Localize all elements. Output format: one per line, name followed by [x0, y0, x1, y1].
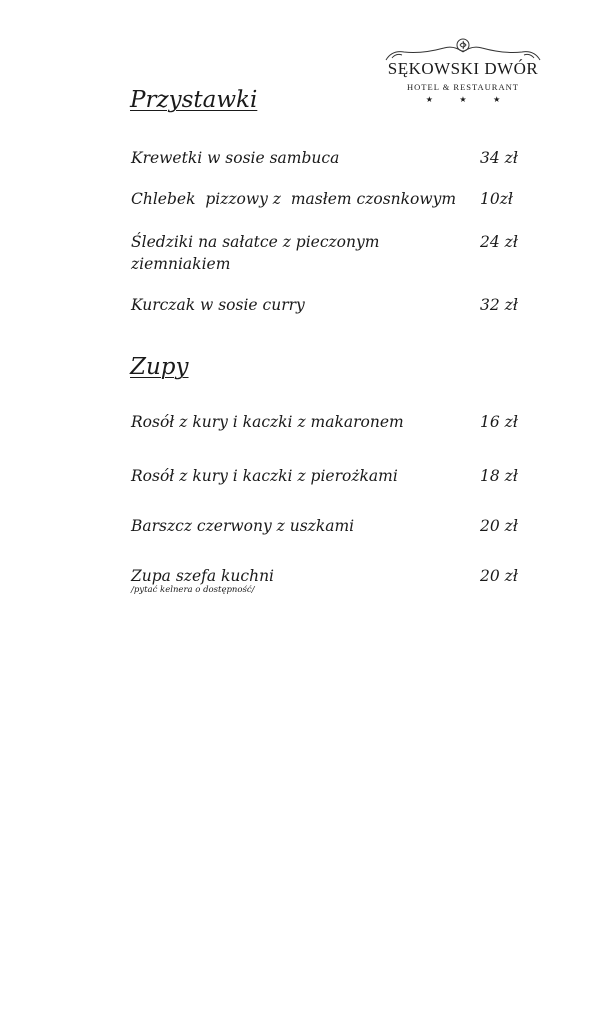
menu-item-price: 34 zł: [480, 149, 518, 167]
section-title-przystawki: Przystawki: [130, 87, 258, 113]
menu-item-name: Śledziki na sałatce z pieczonym ziemniakiem: [131, 233, 380, 273]
menu-item-name: Krewetki w sosie sambuca: [131, 149, 340, 167]
menu-item-note: /pytać kelnera o dostępność/: [131, 585, 255, 595]
section-title-zupy: Zupy: [130, 354, 189, 380]
menu-item-price: 32 zł: [480, 296, 518, 314]
menu-item-name: Barszcz czerwony z uszkami: [131, 517, 355, 535]
menu-item-price: 20 zł: [480, 517, 518, 535]
menu-item-name: Rosół z kury i kaczki z makaronem: [131, 413, 404, 431]
restaurant-logo: [382, 36, 544, 116]
logo-brand-name: SĘKOWSKI DWÓR: [387, 59, 539, 78]
menu-item-name: Chlebek pizzowy z masłem czosnkowym: [131, 190, 457, 208]
menu-item-price: 16 zł: [480, 413, 518, 431]
menu-item-name: Kurczak w sosie curry: [131, 296, 305, 314]
menu-item-price: 10zł: [480, 190, 513, 208]
logo-subtitle: HOTEL & RESTAURANT: [407, 82, 519, 92]
logo-stars: ★ ★ ★: [425, 95, 513, 104]
menu-item-price: 24 zł: [480, 233, 518, 251]
menu-item-price: 20 zł: [480, 567, 518, 585]
menu-item-price: 18 zł: [480, 467, 518, 485]
menu-item-name: Zupa szefa kuchni: [131, 567, 275, 585]
menu-item-name: Rosół z kury i kaczki z pierożkami: [131, 467, 398, 485]
